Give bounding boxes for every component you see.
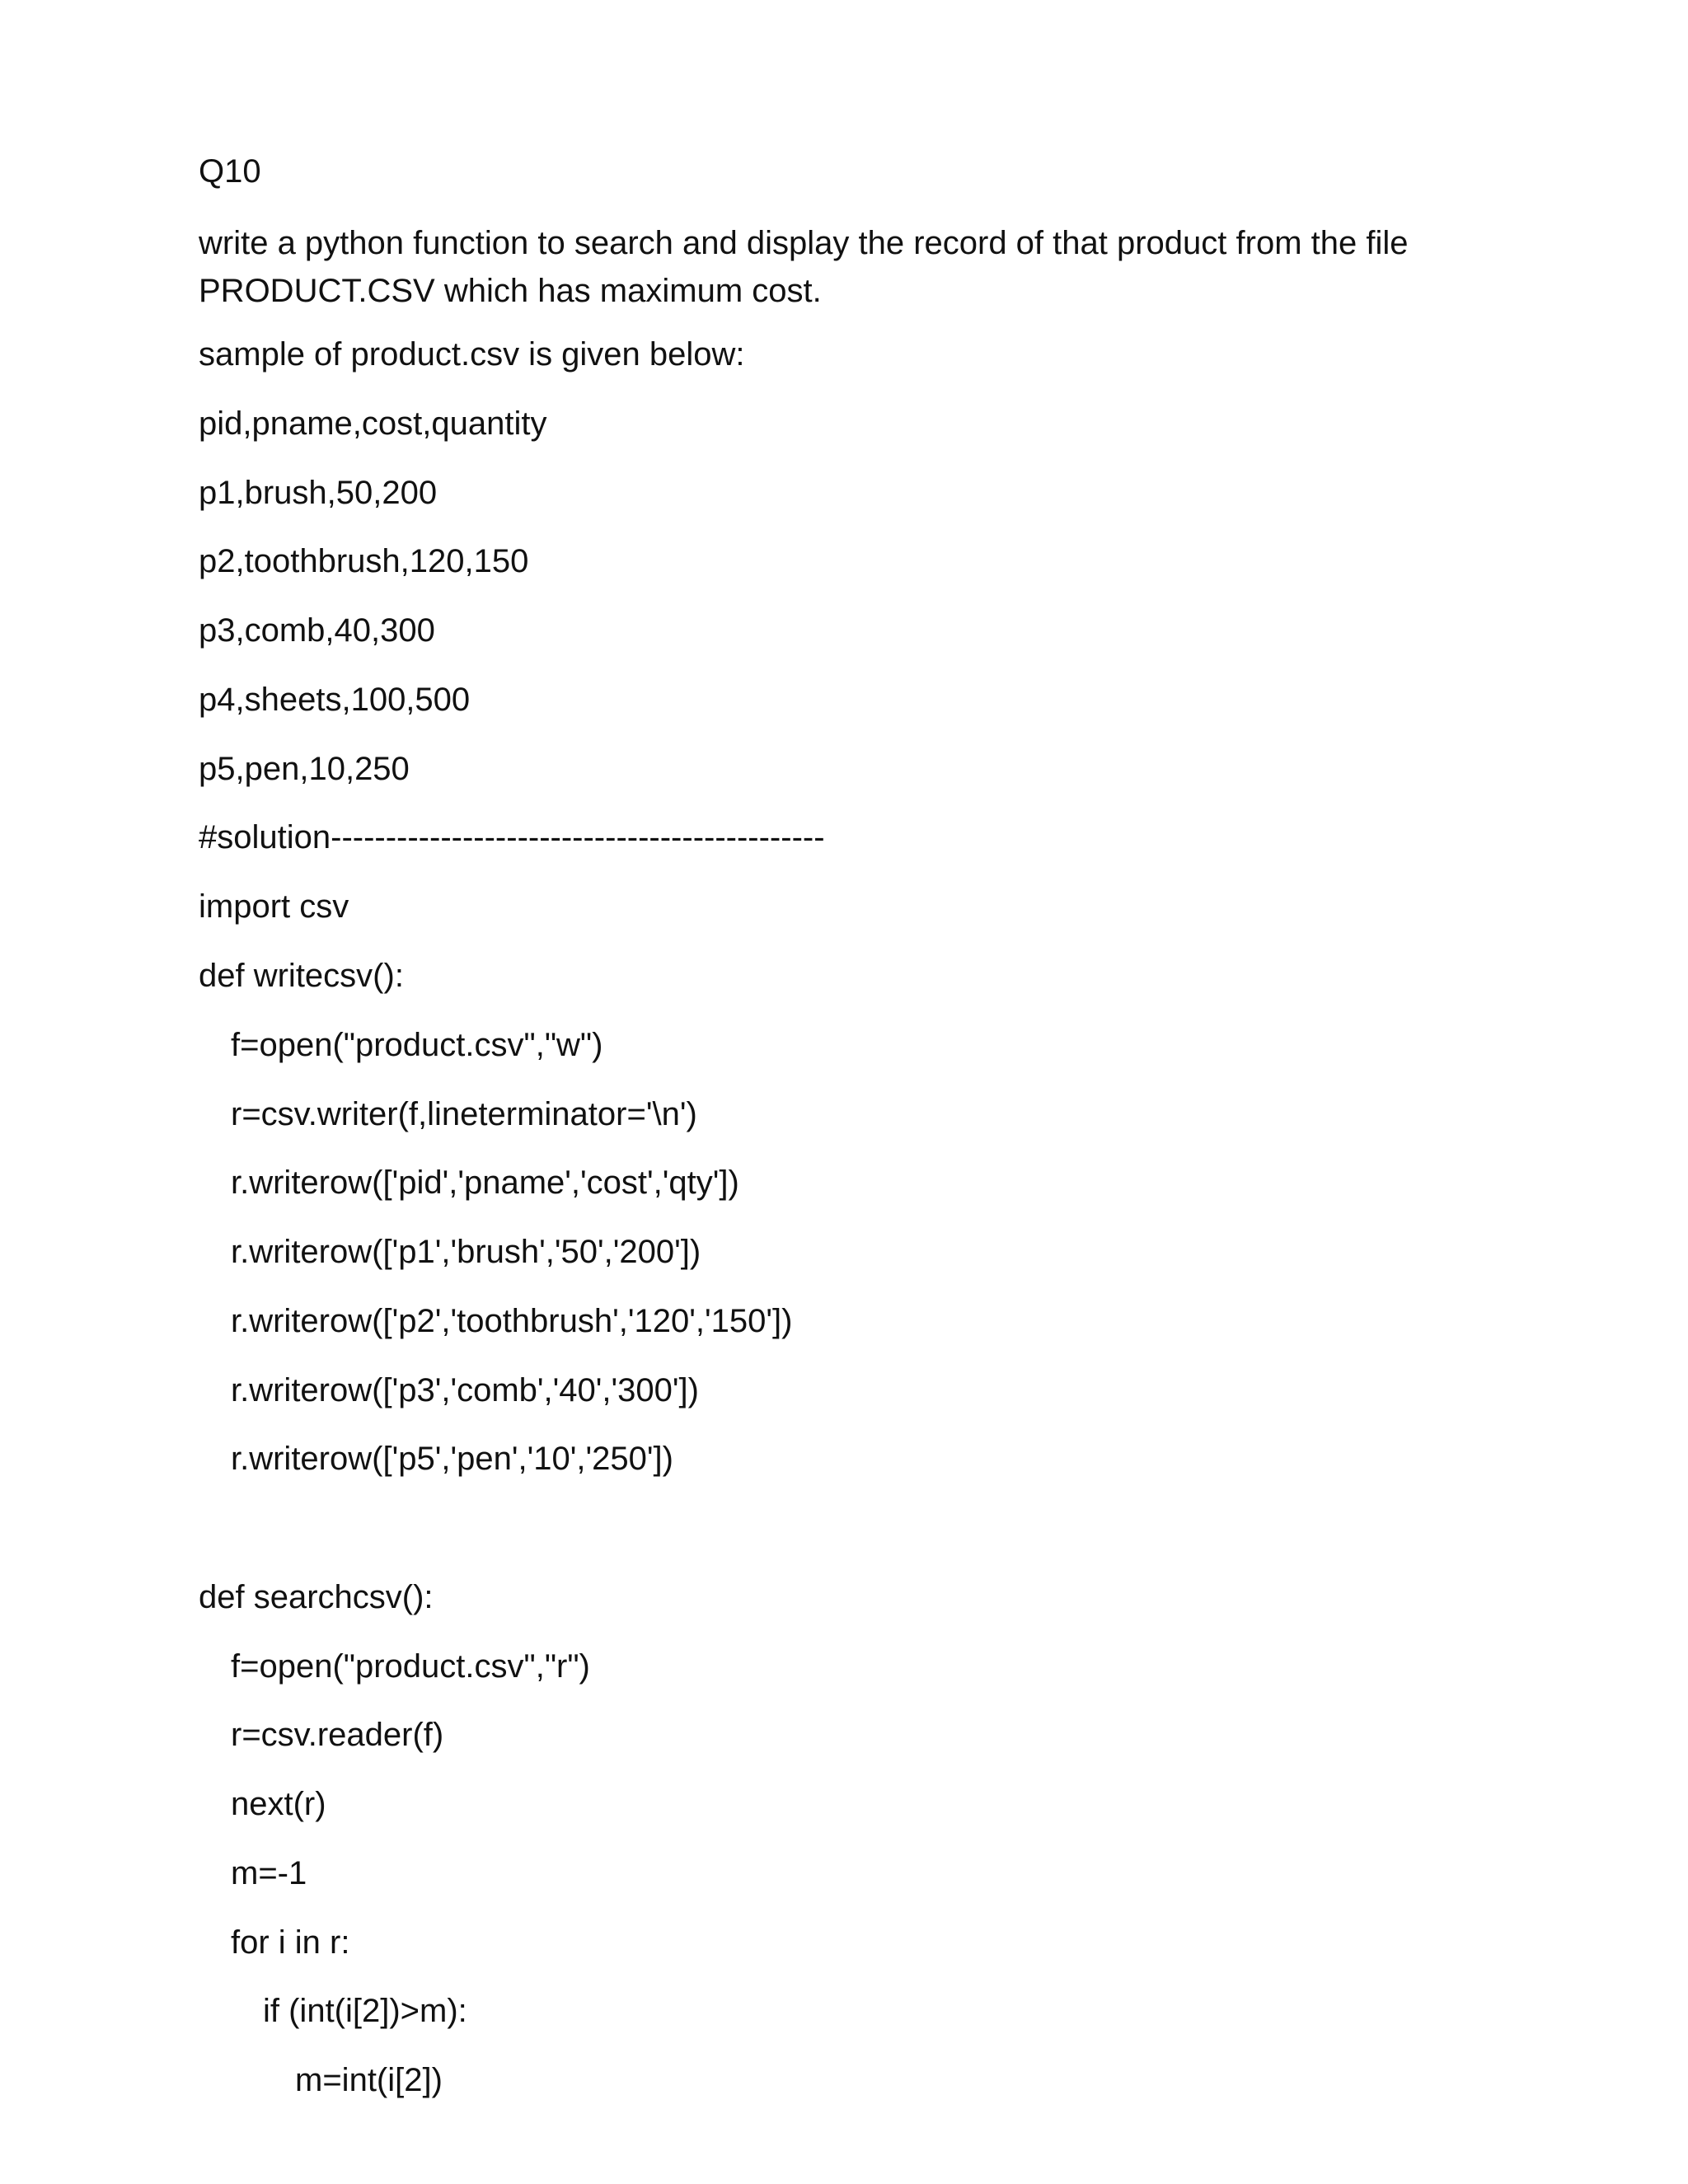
question-text: write a python function to search and display the record of that product from the file PRODUCT.CSV which has maximum cost. (199, 225, 1409, 309)
code-line: r.writerow(['pid','pname','cost','qty']) (231, 1165, 739, 1201)
csv-line: p4,sheets,100,500 (199, 682, 471, 718)
csv-header-line: pid,pname,cost,quantity (199, 405, 547, 442)
code-line: r.writerow(['p1','brush','50','200']) (231, 1234, 701, 1270)
sample-intro: sample of product.csv is given below: (199, 336, 745, 373)
code-line: def searchcsv(): (199, 1579, 434, 1615)
code-line: if (int(i[2])>m): (263, 1993, 467, 2029)
code-line: r.writerow(['p2','toothbrush','120','150']) (231, 1303, 793, 1339)
code-line: m=int(i[2]) (295, 2062, 443, 2098)
code-line: for i in r: (231, 1924, 350, 1961)
code-line: def writecsv(): (199, 958, 404, 994)
csv-line: p3,comb,40,300 (199, 612, 435, 649)
code-line: next(r) (231, 1786, 326, 1822)
code-line: r.writerow(['p5','pen','10','250']) (231, 1441, 673, 1477)
code-line: r.writerow(['p3','comb','40','300']) (231, 1372, 699, 1408)
question-number: Q10 (199, 153, 261, 190)
solution-heading: #solution--------------------------------------------- (199, 819, 825, 855)
code-line: import csv (199, 888, 349, 925)
code-line: r=csv.reader(f) (231, 1717, 444, 1753)
code-line: f=open("product.csv","r") (231, 1648, 590, 1685)
csv-line: p5,pen,10,250 (199, 751, 410, 787)
code-line: r=csv.writer(f,lineterminator='\n') (231, 1096, 697, 1132)
code-line: m=-1 (231, 1855, 307, 1891)
csv-line: p1,brush,50,200 (199, 475, 438, 511)
csv-line: p2,toothbrush,120,150 (199, 543, 529, 579)
code-line: f=open("product.csv","w") (231, 1027, 603, 1063)
